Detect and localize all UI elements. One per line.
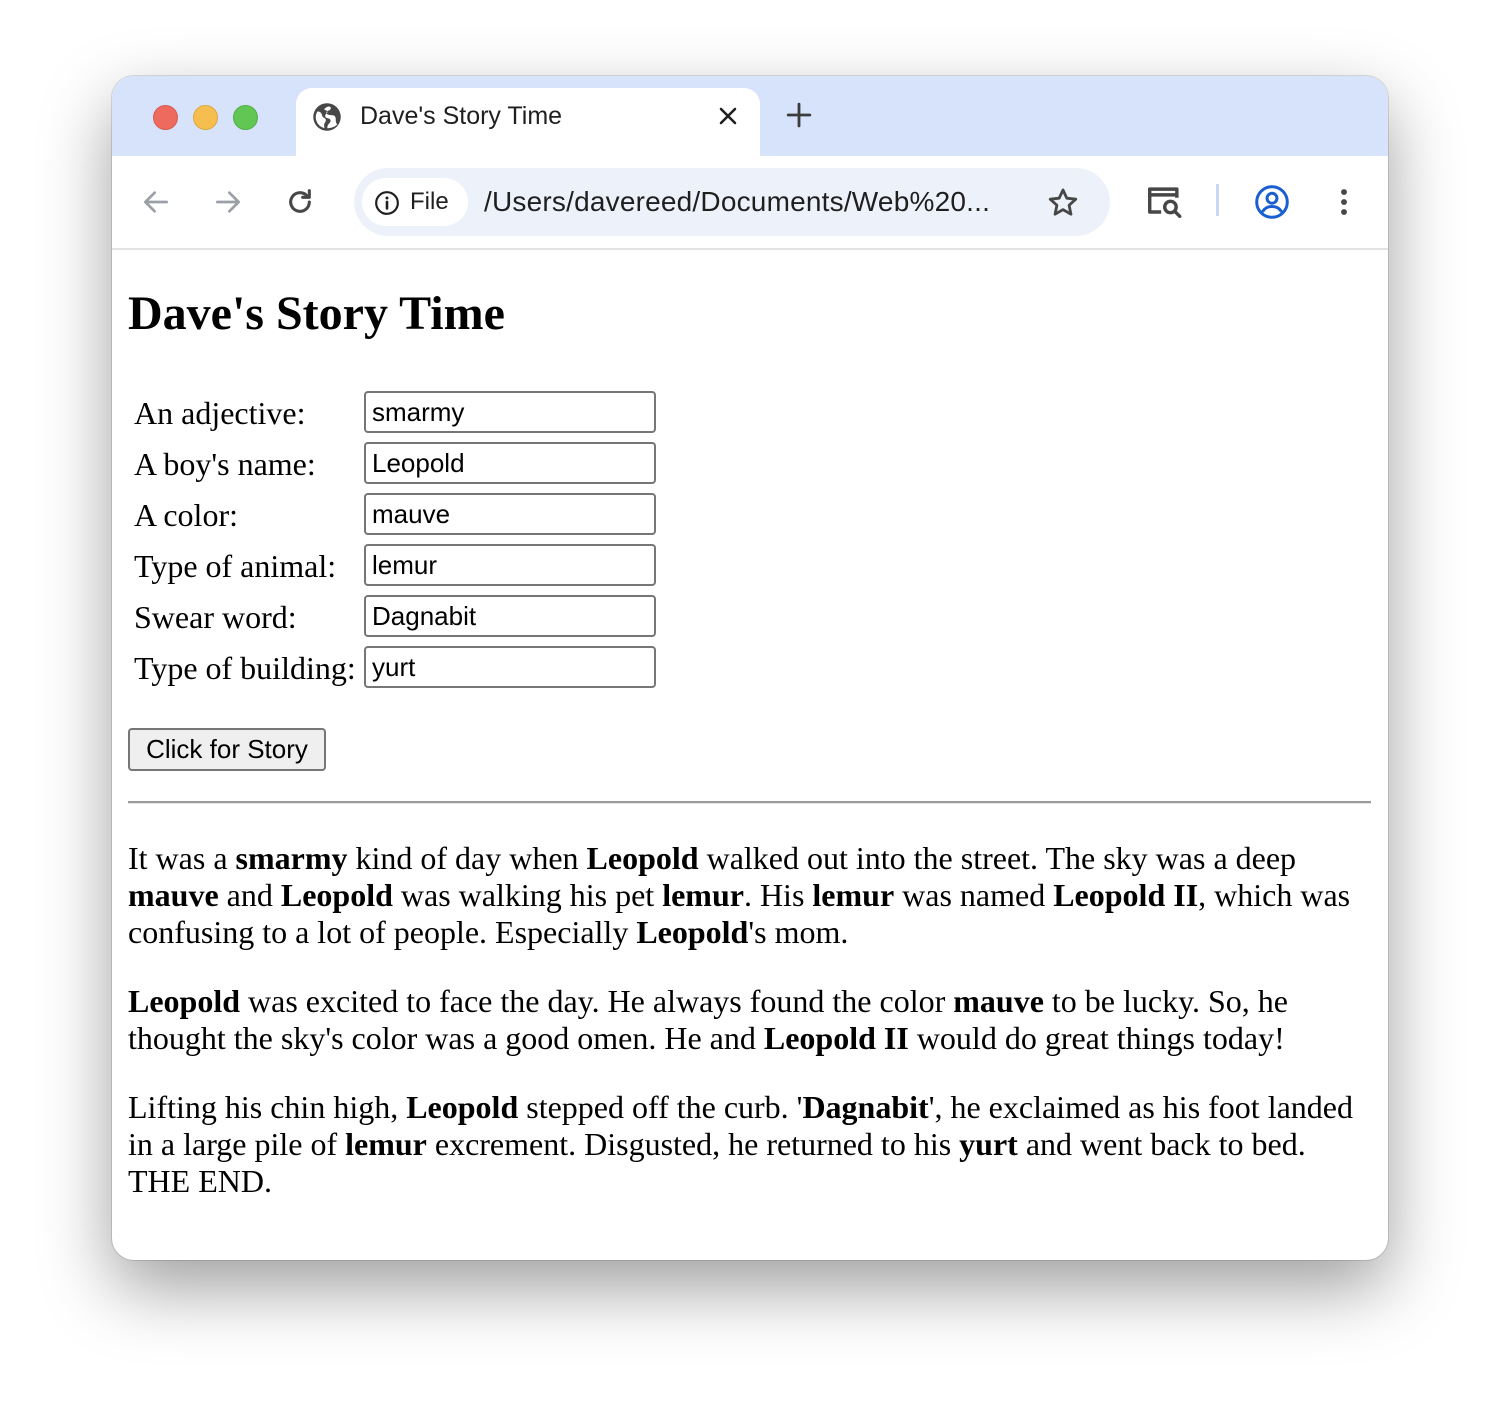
story-word-name: Leopold [128,983,241,1019]
info-icon [374,190,400,216]
page-content [112,250,1388,1260]
story-text: walked out into the street. The sky was a deep [698,840,1297,876]
minimize-window-button[interactable] [193,105,218,130]
building-label: Type of building: [134,650,356,686]
story-text: was named [894,877,1054,913]
building-input[interactable] [364,646,656,688]
browser-window [112,76,1388,1260]
color-row [134,493,674,537]
story-word-swear: Dagnabit [802,1089,929,1125]
reload-icon[interactable] [284,186,316,218]
url-text[interactable]: /Users/davereed/Documents/Web%20... [484,186,991,217]
boy-name-label: A boy's name: [134,446,316,482]
swear-word-row [134,595,674,639]
swear-word-label: Swear word: [134,599,297,635]
divider [128,801,1371,804]
story-text: would do great things today! [908,1020,1285,1056]
adjective-row [134,391,674,435]
story-word-pet-name: Leopold II [1053,877,1199,913]
story-word-name: Leopold [636,914,749,950]
story-text: , which was confusing to a lot of people. Especially [128,877,1351,950]
site-info-chip[interactable] [362,178,468,226]
star-icon[interactable] [1046,186,1080,220]
story-text: to be lucky. So, he thought the sky's color was a good omen. He and [128,983,1288,1056]
story-word-building: yurt [959,1126,1018,1162]
close-icon[interactable] [716,104,740,128]
story-text: It was a [128,840,236,876]
story-paragraph-2 [128,983,1368,1057]
swear-word-input[interactable] [364,595,656,637]
story-word-pet-name: Leopold II [763,1020,909,1056]
plus-icon[interactable] [786,102,812,128]
site-info-label: File [410,188,449,215]
forward-icon[interactable] [212,186,244,218]
story-paragraph-3 [128,1089,1368,1200]
boy-name-row [134,442,674,486]
story-word-animal: lemur [345,1126,427,1162]
story-text: was excited to face the day. He always found the color [240,983,954,1019]
search-tab-icon[interactable] [1144,182,1184,222]
profile-icon[interactable] [1254,184,1290,220]
building-row [134,646,674,690]
story-word-animal: lemur [812,877,895,913]
back-icon[interactable] [140,186,172,218]
animal-label: Type of animal: [134,548,337,584]
adjective-label: An adjective: [134,395,306,431]
story-text: and [218,877,281,913]
story-word-color: mauve [953,983,1044,1019]
maximize-window-button[interactable] [233,105,258,130]
story-word-name: Leopold [280,877,393,913]
toolbar [112,156,1388,250]
tab-title: Dave's Story Time [360,102,563,130]
story-word-color: mauve [128,877,219,913]
story-text: and went back to bed. THE END. [128,1126,1306,1199]
tab-strip [112,76,1388,156]
story-text: . His [743,877,813,913]
active-tab[interactable] [296,88,760,158]
more-icon[interactable] [1330,186,1358,218]
color-label: A color: [134,497,238,533]
story-text: Lifting his chin high, [128,1089,407,1125]
story-text: was walking his pet [392,877,663,913]
story-word-animal: lemur [662,877,744,913]
story-paragraph-1 [128,840,1368,951]
animal-input[interactable] [364,544,656,586]
click-for-story-button[interactable]: Click for Story [128,728,326,771]
page-title: Dave's Story Time [128,287,505,340]
story-text: stepped off the curb. ' [518,1089,803,1125]
toolbar-separator [1216,184,1219,216]
animal-row [134,544,674,588]
adjective-input[interactable] [364,391,656,433]
story-word-name: Leopold [586,840,699,876]
address-bar[interactable] [354,168,1110,236]
close-window-button[interactable] [153,105,178,130]
story-text: excrement. Disgusted, he returned to his [426,1126,960,1162]
color-input[interactable] [364,493,656,535]
boy-name-input[interactable] [364,442,656,484]
story-text: 's mom. [748,914,849,950]
globe-icon [312,102,342,132]
story-text: kind of day when [347,840,587,876]
story-text: ', he exclaimed as his foot landed in a large pile of [128,1089,1353,1162]
story-word-name: Leopold [406,1089,519,1125]
story-word-adjective: smarmy [235,840,348,876]
